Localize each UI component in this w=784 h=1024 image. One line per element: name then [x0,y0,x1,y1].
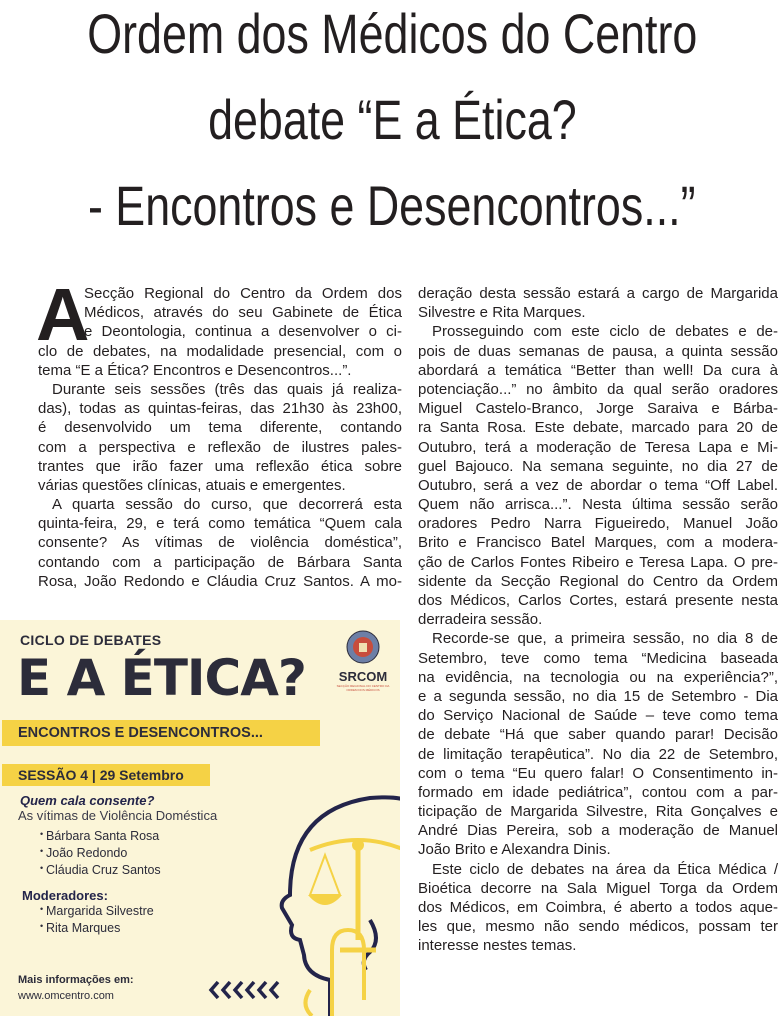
article-column-left [38,284,402,591]
moderator: • Margarida Silvestre [46,904,154,918]
poster-topic-sub: As vítimas de Violência Doméstica [18,808,218,823]
text-line: guel Bajouco. Na semana seguinte, no dia 27 de [418,457,778,475]
text-line: Durante seis sessões (três das quais já realiza- [52,380,402,398]
moderator: • Rita Marques [46,921,120,935]
text-line: Miguel Castelo-Branco, Jorge Saraiva e Bárba- [418,400,778,418]
seal-icon [346,630,380,664]
text-line: contando com a participação de Bárbara Santa [38,553,402,571]
text-line: Brito e Francisco Batel Marques, com a modera- [418,534,778,552]
text-line: André Dias Pereira, sob a moderação de Manuel [418,822,778,840]
text-line: oradores Pedro Narra Figueiredo, Manuel João [418,515,778,533]
text-line: Recorde-se que, a primeira sessão, no dia 8 de [432,630,778,648]
article-column-right [418,284,778,956]
text-line: de debate “Há que saber quando parar! Decisão [418,726,778,744]
text-line: das), todas as quintas-feiras, das 21h30 às 23h00, [38,400,402,418]
moderators-label: Moderadores: [22,888,108,903]
poster-subtitle: ENCONTROS E DESENCONTROS... [18,725,263,741]
text-line: ra Santa Rosa. Este debate, marcado para 20 de [418,419,778,437]
text-line: e a segunda sessão, no dia 15 de Setembro - Dia [418,687,778,705]
text-line: deração desta sessão estará a cargo de Margarida [418,285,778,302]
text-line: les que, mesmo não sendo médicos, possam ter [418,918,778,936]
logo-subtext: SECÇÃO REGIONAL DO CENTRO DA ORDEM DOS MÉDICOS [336,684,390,692]
text-line: Médicos, através do seu Gabinete de Ética [84,304,402,322]
logo-text: SRCOM [338,669,388,684]
text-line: dos Médicos, Carlos Cortes, estará presente nesta [418,592,778,609]
text-line: Quem não arrisca...”. Nesta última sessão serão [418,496,778,514]
poster-session: SESSÃO 4 | 29 Setembro [18,767,184,783]
srcom-logo [336,630,390,692]
text-line: de limitação terapêutica”. No dia 22 de Setembro, [418,745,778,763]
speaker: • Cláudia Cruz Santos [46,863,161,877]
drop-cap: A [36,273,90,356]
text-line: pois de duas semanas de pausa, a quinta sessão [418,342,778,360]
headline-line-1: Ordem dos Médicos do Centro [86,2,698,65]
text-line: trantes que irão fazer uma reflexão ética sobre [38,457,402,475]
text-line: Este ciclo de debates na área da Ética Médica / [432,860,778,878]
text-line: com o tema “Eu quero falar! O Consentimento in- [418,764,778,782]
headline-line-3: - Encontros e Desencontros...” [88,174,696,237]
text-line: Silvestre e Rita Marques. [418,304,586,322]
text-line: com a perspectiva e reflexão de ilustres pales- [38,438,402,456]
text-line: abordará a temática “Better than well! Da cura à [418,361,778,379]
text-line: do Serviço Nacional de Saúde – teve como tema [418,707,778,725]
text-line: consente? As vítimas de violência doméstica”, [38,534,402,552]
text-line: Outubro, será a vez de abordar o tema “Off Label. [418,476,778,494]
speaker: • Bárbara Santa Rosa [46,829,159,843]
text-line: Secção Regional do Centro da Ordem dos [84,285,402,302]
text-line: potenciação...” no âmbito da qual serão oradores [418,380,778,398]
text-line: várias questões clínicas, atuais e emergentes. [38,476,346,494]
text-line: João Brito e Alexandra Dinis. [418,841,611,859]
text-line: quinta-feira, 29, e terá como temática “Quem cala [38,515,402,533]
text-line: formado em idade pediátrica”, contou com a par- [418,783,778,801]
text-line: é desenvolvido um tema diferente, contando [38,419,402,437]
headline-line-2: debate “E a Ética? [207,88,577,151]
poster-kicker: CICLO DE DEBATES [20,632,162,648]
text-line: Outubro, terá a moderação de Teresa Lapa e Mi- [418,438,778,456]
text-line: Setembro, teve como tema “Medicina baseada [418,649,778,667]
text-line: derradeira sessão. [418,611,543,629]
text-line: Bioética decorre na Sala Miguel Torga da Ordem [418,879,778,897]
text-line: e Deontologia, continua a desenvolver o ci- [84,323,402,341]
event-poster [0,620,400,1016]
text-line: ticipação de Margarida Silvestre, Rita Gonçalves e [418,803,778,821]
more-info-label: Mais informações em: [18,974,134,986]
text-line: dos Médicos, em Coimbra, é aberto a todos aque- [418,899,778,916]
text-line: na evidência, na tecnologia ou na experiência?”, [418,668,778,686]
text-line: ção de Carlos Fontes Ribeiro e Teresa Lapa. O pre- [418,553,778,571]
poster-topic: Quem cala consente? [20,793,155,808]
poster-title: E A ÉTICA? [17,649,306,707]
text-line: A quarta sessão do curso, que decorrerá esta [52,496,402,514]
text-line: tema “E a Ética? Encontros e Desencontros...”. [38,361,352,379]
text-line: Rosa, João Redondo e Cláudia Cruz Santos. A mo- [38,572,402,590]
website-link[interactable]: www.omcentro.com [18,990,114,1002]
text-line: Prosseguindo com este ciclo de debates e de- [432,323,778,341]
text-line: interesse nestes temas. [418,937,577,955]
text-line: clo de debates, na modalidade presencial, com o [38,342,402,360]
head-scales-stethoscope-illustration [270,790,400,1016]
speaker: • João Redondo [46,846,127,860]
text-line: sidente da Secção Regional do Centro da Ordem [418,572,778,590]
